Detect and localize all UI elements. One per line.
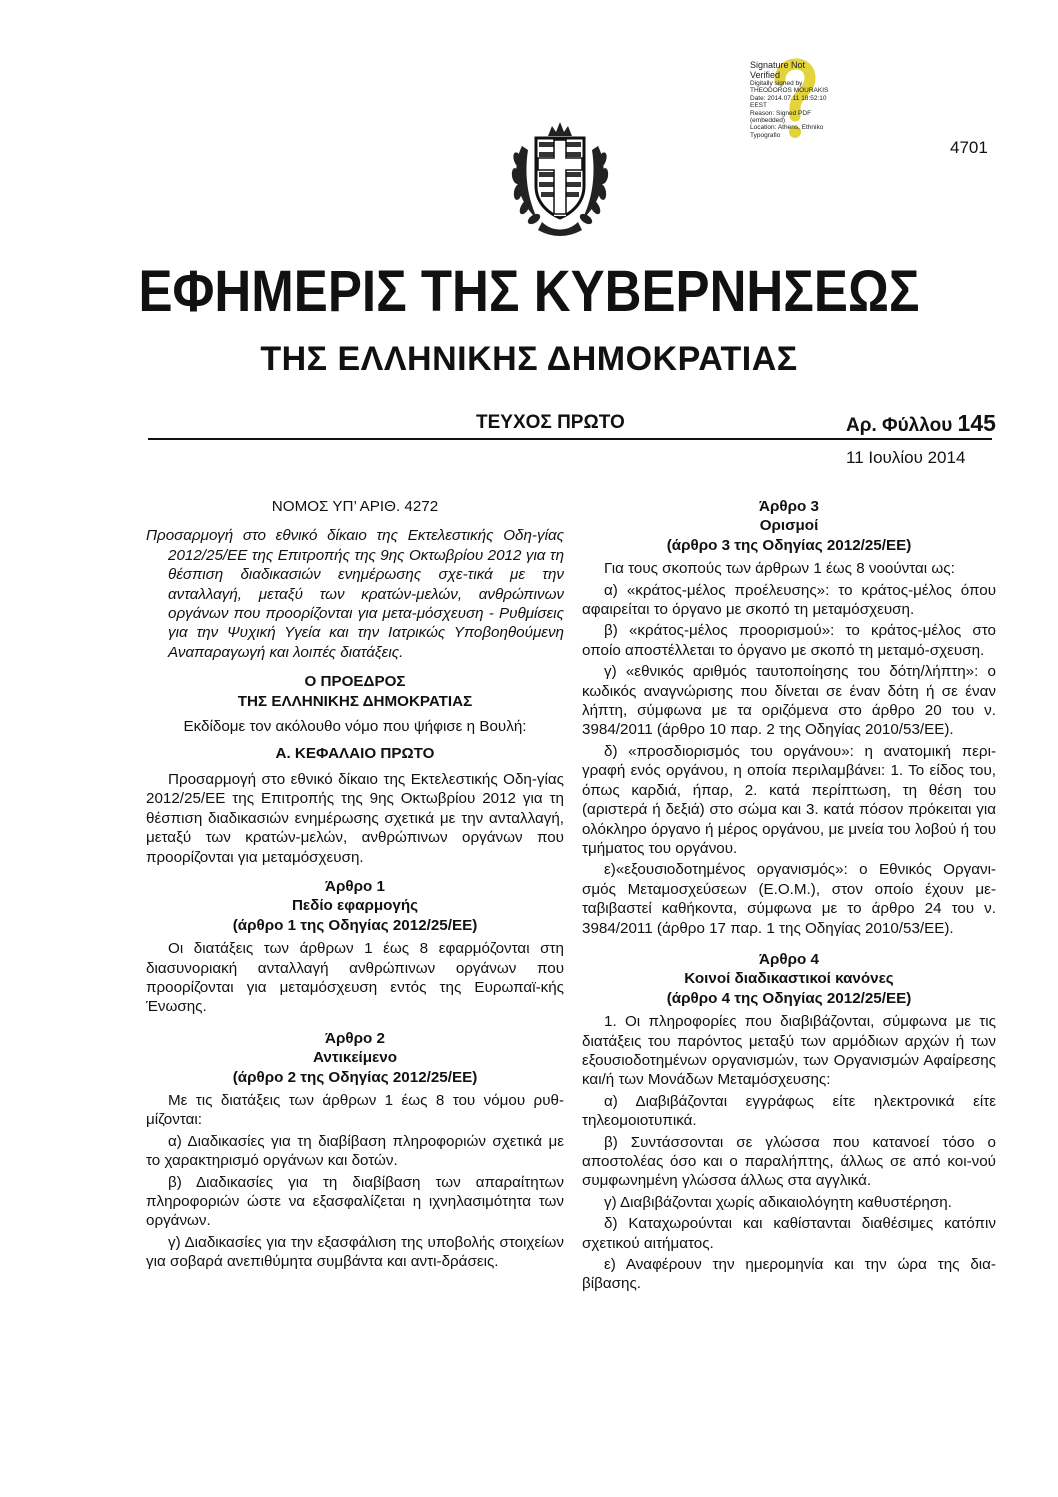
article-3-intro: Για τους σκοπούς των άρθρων 1 έως 8 νοούνται ως:: [604, 560, 955, 578]
signature-detail: EEST: [750, 102, 767, 110]
article-4-item: γ) Διαβιβάζονται χωρίς αδικαιολόγητη καθυστέρηση.: [604, 1193, 952, 1211]
article-3-item: β) «κράτος-μέλος προορισμού»: το κράτος-μέλος στο οποίο αποστέλλεται το όργανο με σκοπό τη μεταμό-σχευση.: [582, 622, 996, 659]
article-4-item: δ) Καταχωρούνται και καθίστανται διαθέσιμες κατόπιν σχετικού αιτήματος.: [582, 1215, 996, 1252]
page-number: 4701: [950, 138, 988, 157]
article-4-item: ε) Αναφέρουν την ημερομηνία και την ώρα της δια-βίβασης.: [582, 1256, 996, 1293]
article-2-item: β) Διαδικασίες για τη διαβίβαση των απαραίτητων πληροφοριών ώστε να εξασφαλίζεται η ιχνηλασιμότητα των οργάνων.: [146, 1173, 564, 1230]
article-4-title: Κοινοί διαδικαστικοί κανόνες: [684, 970, 894, 988]
issue-label: ΤΕΥΧΟΣ ΠΡΩΤΟ: [476, 412, 625, 433]
signature-detail: THEODOROS MOURAKIS: [750, 87, 829, 95]
signature-status: Signature Not: [750, 60, 806, 70]
signature-detail: Reason: Signed PDF: [750, 109, 812, 117]
article-1-text: Οι διατάξεις των άρθρων 1 έως 8 εφαρμόζονται στη διασυνοριακή ανταλλαγή ανθρώπινων οργάνων που προορίζονται για μεταμόσχευση εντός της Ευρωπαϊ-κής Ένωσης.: [146, 940, 564, 1016]
article-2-item: α) Διαδικασίες για τη διαβίβαση πληροφοριών σχετικά με το χαρακτηρισμό οργάνων και δοτών.: [146, 1132, 564, 1170]
law-number: ΝΟΜΟΣ ΥΠ’ ΑΡΙΘ. 4272: [271, 498, 439, 515]
gazette-title: ΕΦΗΜΕΡΙΣ ΤΗΣ ΚΥΒΕΡΝΗΣΕΩΣ: [138, 259, 920, 324]
article-1-ref: (άρθρο 1 της Οδηγίας 2012/25/ΕΕ): [232, 916, 478, 934]
article-3-ref: (άρθρο 3 της Οδηγίας 2012/25/ΕΕ): [666, 536, 912, 554]
signature-detail: Date: 2014.07.11 18:52:10: [750, 94, 827, 102]
article-4-item: α) Διαβιβάζονται εγγράφως είτε ηλεκτρονικά είτε τηλεομοιοτυπικά.: [582, 1092, 996, 1130]
header-rule: [148, 438, 992, 440]
signature-detail: Typografio: [750, 131, 781, 139]
article-4-intro: 1. Οι πληροφορίες που διαβιβάζονται, σύμφωνα με τις διατάξεις του παρόντος μεταξύ των αρμόδιων αρχών ή των εξουσιοδοτημένων οργανισμών, των Οργανισμών Αφαίρεσης και/ή των Μονάδων Μεταμόσχευσης:: [582, 1013, 996, 1089]
promulgation-text: Εκδίδομε τον ακόλουθο νόμο που ψήφισε η Βουλή:: [183, 718, 527, 736]
article-2-title: Αντικείμενο: [313, 1049, 397, 1067]
article-2-ref: (άρθρο 2 της Οδηγίας 2012/25/ΕΕ): [232, 1068, 478, 1086]
article-3-item: δ) «προσδιορισμός του οργάνου»: η ανατομική περι-γραφή ενός οργάνου, η οποία περιλαμβάνει: 1. Το είδος του, όπως καρδιά, ήπαρ, 2. κατά περίπτωση, τη θέση του (αριστερά ή δεξιά) στο σώμα και 3. κατά πόσον πρόκειται για ολόκληρο όργανο ή μέρος οργάνου, με μνεία του λοβού ή του τμήματος του οργάνου.: [582, 742, 996, 857]
article-2-number: Άρθρο 2: [325, 1029, 385, 1047]
issue-date: 11 Ιουλίου 2014: [846, 448, 966, 467]
signature-verified: Verified: [750, 70, 781, 80]
sheet-number: [846, 410, 996, 437]
sheet-number-value: 145: [957, 410, 996, 436]
signature-detail: Digitally signed by: [750, 80, 803, 87]
president-heading-1: Ο ΠΡΟΕΔΡΟΣ: [304, 673, 406, 691]
left-column: [146, 497, 564, 1274]
president-heading-2: ΤΗΣ ΕΛΛΗΝΙΚΗΣ ΔΗΜΟΚΡΑΤΙΑΣ: [237, 692, 473, 710]
article-3-item: α) «κράτος-μέλος προέλευσης»: το κράτος-μέλος όπου αφαιρείται το όργανο με σκοπό τη μεταμόσχευση.: [582, 581, 996, 619]
article-3-item: γ) «εθνικός αριθμός ταυτοποίησης του δότη/λήπτη»: ο κωδικός αναγνώρισης που δίνεται σε έναν δότη ή σε έναν λήπτη, σύμφωνα με τα οριζόμενα στο άρθρο 20 του ν. 3984/2011 (άρθρο 10 παρ. 2 της Οδηγίας 2010/53/ΕΕ).: [582, 663, 996, 739]
chapter-text: Προσαρμογή στο εθνικό δίκαιο της Εκτελεστικής Οδη-γίας 2012/25/ΕΕ της Επιτροπής της 9ης Οκτωβρίου 2012 για τη θέσπιση διαδικασιών ενημέρωσης σχετικά με την ανταλλαγή, μεταξύ των κρατών-μελών, ανθρώπινων οργάνων που προορίζονται για μεταμόσχευση.: [146, 770, 564, 866]
article-3-number: Άρθρο 3: [759, 498, 819, 515]
right-column: [582, 497, 996, 1296]
law-title: [146, 526, 564, 662]
article-2-item: γ) Διαδικασίες για την εξασφάλιση της υποβολής στοιχείων για σοβαρά ανεπιθύμητα συμβάντα και αντι-δράσεις.: [146, 1233, 564, 1271]
article-4-ref: (άρθρο 4 της Οδηγίας 2012/25/ΕΕ): [666, 989, 912, 1007]
article-1-number: Άρθρο 1: [325, 877, 385, 895]
article-2-intro: Με τις διατάξεις των άρθρων 1 έως 8 του νόμου ρυθ-μίζονται:: [146, 1091, 564, 1129]
digital-signature-block: [750, 60, 860, 140]
article-3-item: ε)«εξουσιοδοτημένος οργανισμός»: ο Εθνικός Οργανι-σμός Μεταμοσχεύσεων (Ε.Ο.Μ.), στον οποίο έχουν με-ταβιβαστεί καθήκοντα, σύμφωνα με το άρθρο 24 του ν. 3984/2011 (άρθρο 17 παρ. 1 της Οδηγίας 2010/53/ΕΕ).: [582, 861, 996, 937]
coat-of-arms-icon: [508, 116, 612, 240]
chapter-heading: Α. ΚΕΦΑΛΑΙΟ ΠΡΩΤΟ: [275, 745, 435, 763]
signature-detail: (embedded): [750, 117, 786, 125]
sheet-label: Αρ. Φύλλου: [846, 415, 953, 436]
article-4-number: Άρθρο 4: [759, 950, 819, 968]
article-3-title: Ορισμοί: [759, 517, 819, 535]
law-title-text: Προσαρμογή στο εθνικό δίκαιο της Εκτελεστικής Οδη-γίας 2012/25/ΕΕ της Επιτροπής της 9ης Οκτωβρίου 2012 για τη θέσπιση διαδικασιών ενημέρωσης σχε-τικά με την ανταλλαγή, μεταξύ των κρατών-μελών, ανθρώπινων οργάνων που προορίζονται για μετα-μόσχευση - Ρυθμίσεις για την Ψυχική Υγεία και την Ιατρικώς Υποβοηθούμενη Αναπαραγωγή και λοιπές διατάξεις.: [146, 527, 564, 661]
signature-detail: Location: Athens, Ethniko: [750, 124, 824, 132]
article-4-item: β) Συντάσσονται σε γλώσσα που κατανοεί τόσο ο αποστολέας όσο και ο παραλήπτης, άλλως σε από κοι-νού συμφωνημένη γλώσσα άλλως στα αγγλικά.: [582, 1133, 996, 1190]
article-1-title: Πεδίο εφαρμογής: [291, 897, 419, 915]
gazette-subtitle: ΤΗΣ ΕΛΛΗΝΙΚΗΣ ΔΗΜΟΚΡΑΤΙΑΣ: [260, 340, 798, 378]
